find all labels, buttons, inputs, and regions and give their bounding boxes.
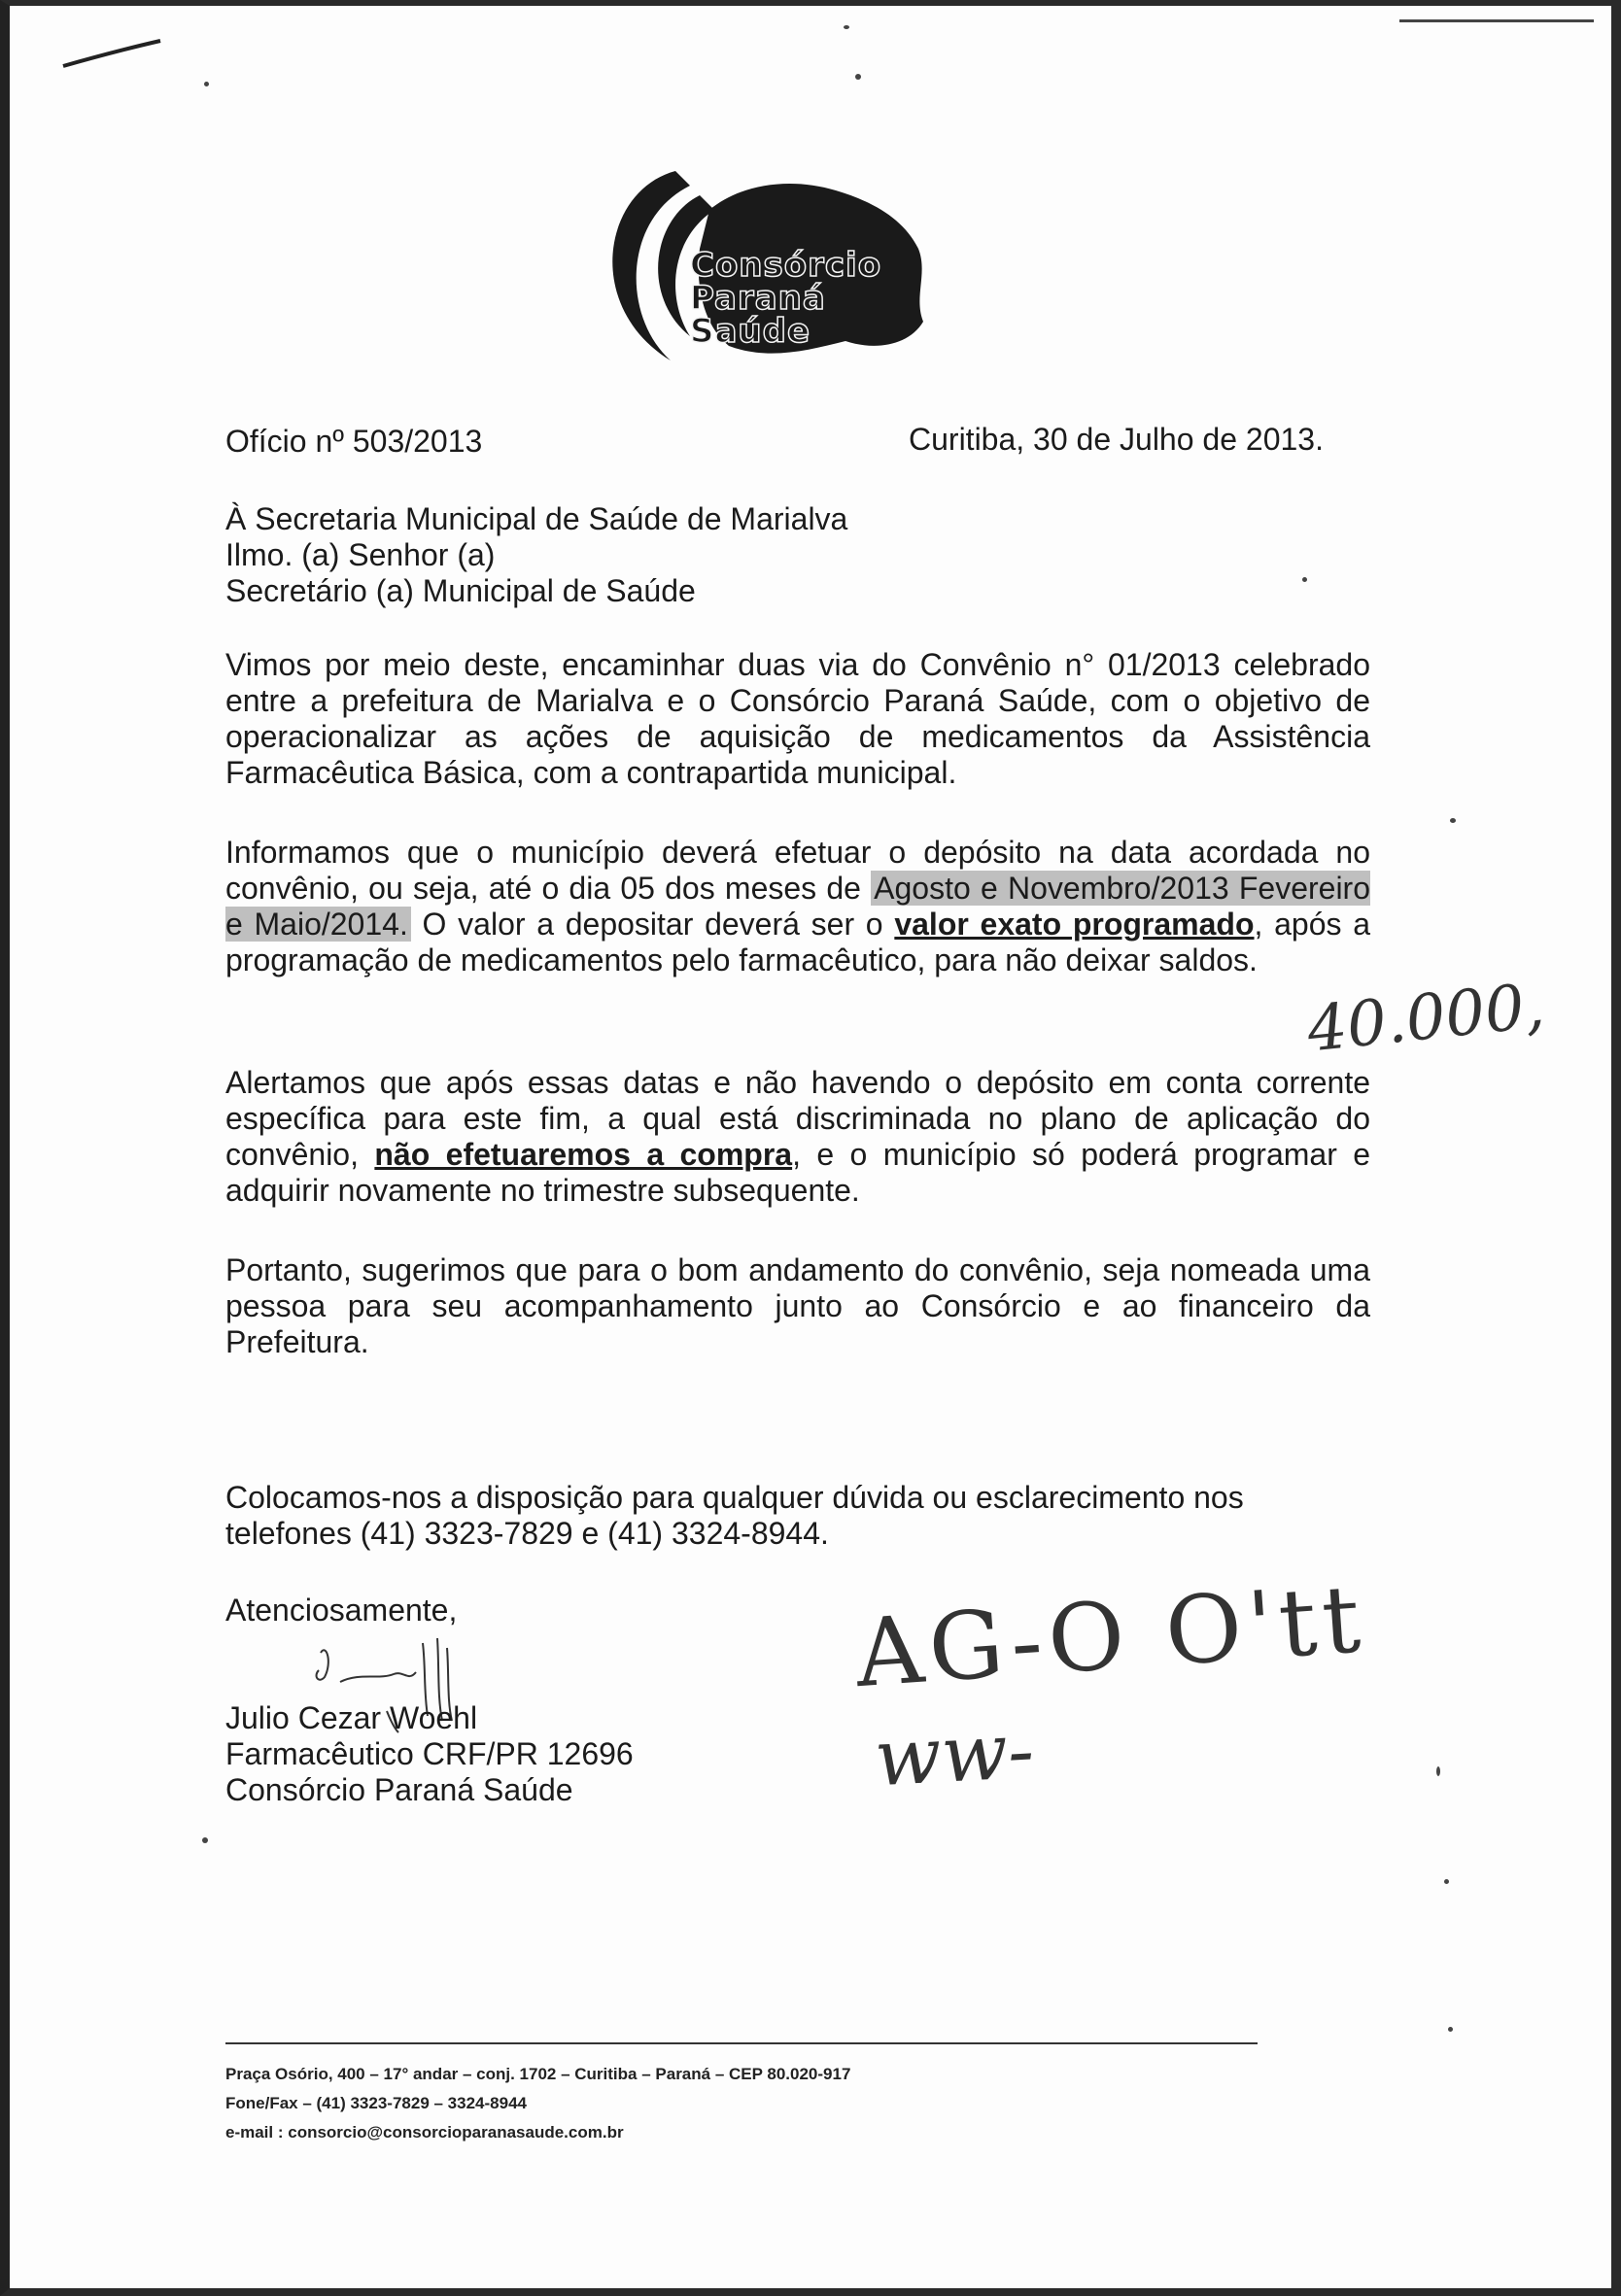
oficio-number: Ofício nº 503/2013 (225, 424, 483, 459)
closing: Atenciosamente, (225, 1593, 458, 1628)
recipient-line2: Ilmo. (a) Senhor (a) (225, 537, 496, 572)
paragraph-2-part3: , após a programação de medicamentos pelo farmacêutico, para não deixar saldos. (225, 907, 1371, 977)
scan-speck-icon (1399, 19, 1594, 22)
paragraph-3-part2: , e o município só poderá programar e adquirir novamente no trimestre subsequente. (225, 1137, 1371, 1208)
logo-line2: Saúde (690, 312, 811, 351)
recipient-block (225, 501, 847, 609)
underlined-valor-exato: valor exato programado (894, 907, 1255, 942)
scan-speck-icon (204, 82, 209, 86)
underlined-nao-efetuaremos: não efetuaremos a compra (374, 1137, 793, 1172)
scan-speck-icon (1302, 577, 1307, 582)
scan-speck-icon (202, 1837, 208, 1843)
letter-date: Curitiba, 30 de Julho de 2013. (909, 422, 1324, 457)
scan-speck-icon (1436, 1766, 1440, 1776)
paragraph-2-part1: Informamos que o município deverá efetuar o depósito na data acordada no convênio, ou seja, até o dia 05 dos meses de (225, 835, 1370, 906)
consorcio-logo (583, 152, 972, 375)
letter-footer (225, 2042, 1258, 2147)
paragraph-1: Vimos por meio deste, encaminhar duas via do Convênio n° 01/2013 celebrado entre a prefeitura de Marialva e o Consórcio Paraná Saúde, com o objetivo de operacionalizar as ações de aquisição de medicamentos da Assistência Farmacêutica Básica, com a contrapartida municipal. (225, 647, 1370, 790)
recipient-line1: À Secretaria Municipal de Saúde de Marialva (225, 501, 848, 536)
paragraph-2 (225, 835, 1370, 978)
recipient-line3: Secretário (a) Municipal de Saúde (225, 573, 696, 608)
handwritten-note-date: AG-O O'tt (851, 1563, 1369, 1709)
paragraph-3-part1: Alertamos que após essas datas e não havendo o depósito em conta corrente específica para este fim, a qual está discriminada no plano de aplicação do convênio, (225, 1065, 1370, 1172)
handwritten-note-initials: ww- (872, 1704, 1037, 1804)
scan-speck-icon (1450, 818, 1456, 823)
logo-text (690, 246, 972, 351)
scan-speck-icon (855, 74, 861, 80)
footer-email: e-mail : consorcio@consorcioparanasaude.com.br (225, 2123, 624, 2142)
highlighted-dates: Agosto e Novembro/2013 Fevereiro e Maio/2014. (225, 871, 1371, 942)
signature-block (225, 1700, 634, 1808)
scan-speck-icon (1444, 1879, 1449, 1884)
scan-mark-icon (58, 35, 165, 74)
footer-address: Praça Osório, 400 – 17° andar – conj. 1702 – Curitiba – Paraná – CEP 80.020-917 (225, 2065, 851, 2083)
paragraph-5: Colocamos-nos a disposição para qualquer dúvida ou esclarecimento nos telefones (41) 3323-7829 e (41) 3324-8944. (225, 1480, 1244, 1551)
signatory-org: Consórcio Paraná Saúde (225, 1772, 573, 1807)
scan-speck-icon (1448, 2027, 1453, 2032)
paragraph-4: Portanto, sugerimos que para o bom andamento do convênio, seja nomeada uma pessoa para seu acompanhamento junto ao Consórcio e ao financeiro da Prefeitura. (225, 1252, 1370, 1359)
handwritten-amount: 40.000, (1303, 970, 1548, 1067)
logo-line1: Consórcio Paraná (690, 246, 882, 318)
paragraph-3 (225, 1065, 1370, 1209)
signatory-title: Farmacêutico CRF/PR 12696 (225, 1736, 634, 1771)
paragraph-2-part2: O valor a depositar deverá ser o (410, 907, 895, 942)
signatory-name: Julio Cezar Woehl (225, 1700, 478, 1735)
footer-phone: Fone/Fax – (41) 3323-7829 – 3324-8944 (225, 2094, 527, 2112)
scan-speck-icon (844, 25, 849, 29)
